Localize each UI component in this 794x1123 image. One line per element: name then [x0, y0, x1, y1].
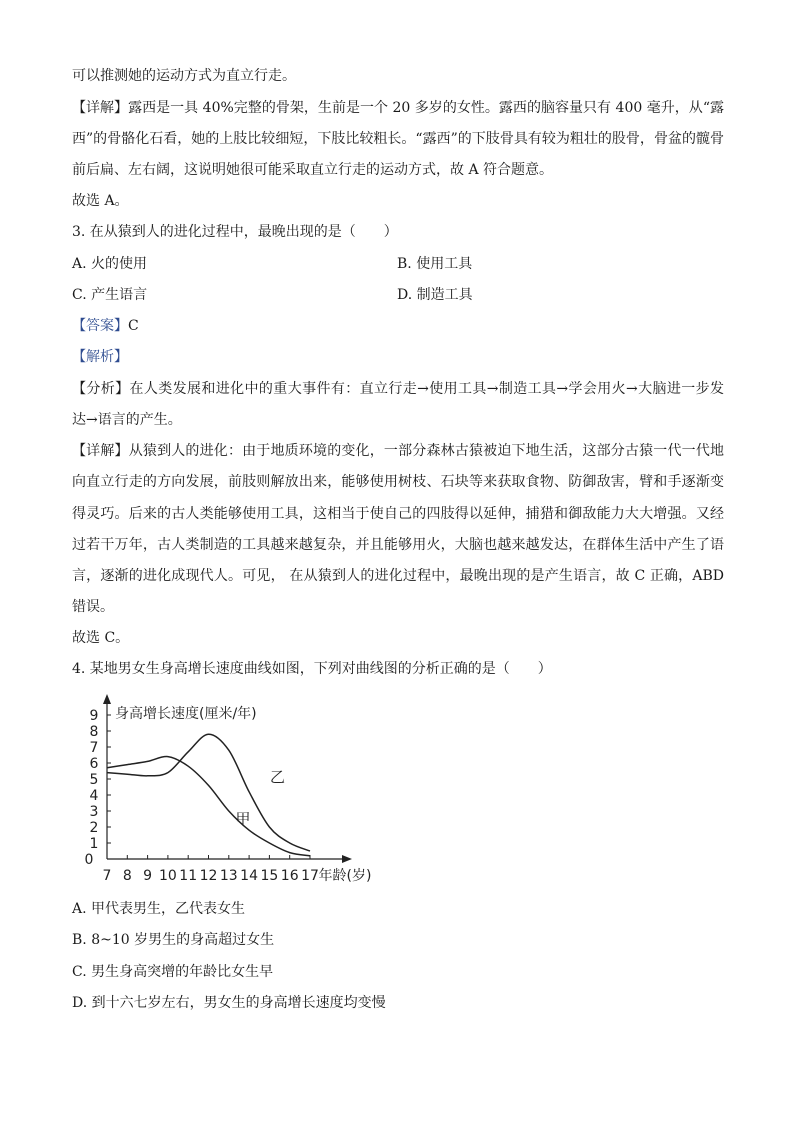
y-tick-label: 0	[84, 852, 94, 868]
q4-stem: 4. 某地男女生身高增长速度曲线如图，下列对曲线图的分析正确的是（ ）	[72, 661, 552, 677]
height-growth-chart	[60, 690, 380, 890]
q3-detail-line-3: 得灵巧。后来的古人类能够使用工具，这相当于使自己的四肢得以延伸，捕猎和御敌能力大大增强。又经	[72, 506, 724, 522]
q3-answer-value: C	[128, 318, 139, 334]
y-tick-label: 4	[89, 788, 99, 804]
y-axis-title: 身高增长速度(厘米/年)	[115, 706, 257, 722]
x-tick-label: 12	[199, 868, 218, 884]
q3-detail-line-4: 过若干万年，古人类制造的工具越来越复杂，并且能够用火，大脑也越来越发达，在群体生活中产生了语	[72, 537, 724, 553]
x-axis-title: 年龄(岁)	[318, 868, 372, 884]
q2-detail-line-1: 【详解】露西是一具 40%完整的骨架，生前是一个 20 多岁的女性。露西的脑容量只有 400 毫升，从“露	[72, 100, 724, 116]
q3-analysis-label: 【解析】	[72, 349, 128, 365]
x-tick-label: 14	[240, 868, 259, 884]
y-tick-label: 3	[89, 804, 99, 820]
x-tick-label: 17	[301, 868, 319, 884]
q3-stem: 3. 在从猿到人的进化过程中，最晚出现的是（ ）	[72, 224, 398, 240]
y-tick-label: 7	[89, 740, 99, 756]
x-tick-label: 16	[280, 868, 299, 884]
q3-option-c: C. 产生语言	[72, 287, 148, 303]
y-tick-label: 9	[89, 708, 99, 724]
y-tick-label: 2	[89, 820, 99, 836]
q2-detail-line-3: 前后扁、左右阔，这说明她很可能采取直立行走的运动方式，故 A 符合题意。	[72, 162, 554, 178]
q3-option-d: D. 制造工具	[397, 287, 473, 303]
x-tick-label: 13	[219, 868, 238, 884]
x-tick-label: 9	[143, 868, 153, 884]
q3-detail-line-6: 错误。	[72, 599, 114, 615]
q3-detail-line-1: 【详解】从猿到人的进化：由于地质环境的变化，一部分森林古猿被迫下地生活，这部分古猿一代一代地	[72, 443, 724, 459]
q3-answer-label: 【答案】	[72, 318, 128, 334]
series-label-jia: 甲	[235, 809, 251, 828]
y-tick-label: 5	[89, 772, 99, 788]
q4-option-a: A. 甲代表男生，乙代表女生	[72, 901, 246, 917]
q4-option-b: B. 8~10 岁男生的身高超过女生	[72, 932, 275, 948]
x-tick-label: 8	[122, 868, 132, 884]
q3-choose: 故选 C。	[72, 630, 130, 646]
y-tick-label: 6	[89, 756, 99, 772]
q4-option-d: D. 到十六七岁左右，男女生的身高增长速度均变慢	[72, 995, 386, 1011]
series-label-yi: 乙	[270, 768, 286, 787]
x-tick-label: 15	[260, 868, 279, 884]
q3-detail-line-5: 言，逐渐的进化成现代人。可见， 在从猿到人的进化过程中，最晚出现的是产生语言，故 C 正确，ABD	[72, 568, 724, 584]
x-tick-label: 7	[102, 868, 112, 884]
q3-fenxi-line-2: 达→语言的产生。	[72, 412, 182, 428]
q2-choose: 故选 A。	[72, 193, 129, 209]
series-line-yi	[107, 734, 310, 851]
y-tick-label: 1	[89, 836, 99, 852]
q3-option-b: B. 使用工具	[397, 256, 473, 272]
x-tick-label: 10	[158, 868, 177, 884]
q4-option-c: C. 男生身高突增的年龄比女生早	[72, 964, 274, 980]
y-axis-arrow-icon	[103, 694, 111, 704]
x-tick-label: 11	[179, 868, 198, 884]
x-axis-arrow-icon	[342, 855, 352, 863]
q3-fenxi-line-1: 【分析】在人类发展和进化中的重大事件有：直立行走→使用工具→制造工具→学会用火→大脑进一步发	[72, 381, 724, 397]
q3-detail-line-2: 向直立行走的方向发展，前肢则解放出来，能够使用树枝、石块等来获取食物、防御敌害，臂和手逐渐变	[72, 474, 724, 490]
q2-detail-line-2: 西”的骨骼化石看，她的上肢比较细短，下肢比较粗长。“露西”的下肢骨具有较为粗壮的股骨，骨盆的髋骨	[72, 131, 724, 147]
q3-answer	[72, 316, 139, 336]
q2-conclusion-line: 可以推测她的运动方式为直立行走。	[72, 68, 296, 84]
q3-option-a: A. 火的使用	[72, 256, 148, 272]
y-tick-label: 8	[89, 724, 99, 740]
